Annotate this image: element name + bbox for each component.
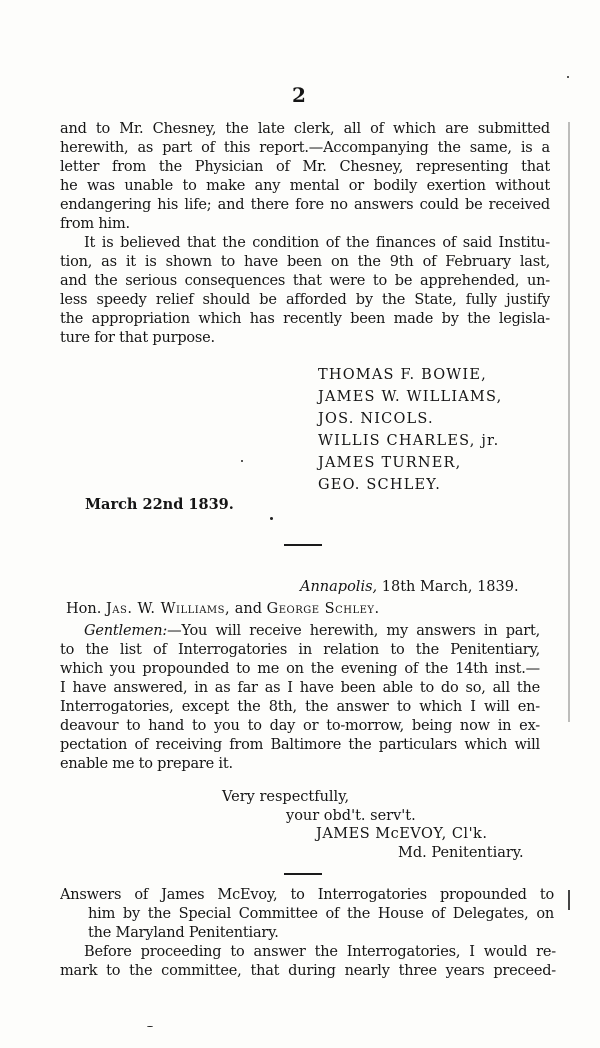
text-line: Before proceeding to answer the Interrogatories, I would re- — [84, 944, 556, 960]
salutation: Gentlemen: — [84, 623, 168, 639]
signatory-name: JAMES TURNER, — [318, 455, 462, 471]
signatory-name: WILLIS CHARLES, jr. — [318, 433, 500, 449]
signatory-name: THOMAS F. BOWIE, — [318, 367, 487, 383]
paragraph-finances — [60, 234, 550, 348]
ink-speck — [147, 1026, 153, 1027]
section-divider — [284, 873, 322, 875]
salutation-text: —You will receive herewith, my answers in part, — [167, 623, 540, 639]
text-line: him by the Special Committee of the House of Delegates, on — [88, 906, 554, 922]
text-line: ture for that purpose. — [60, 330, 215, 346]
closing-line: your obd't. serv't. — [286, 808, 416, 824]
text-line: pectation of receiving from Baltimore the particulars which will — [60, 737, 540, 753]
answers-heading — [60, 886, 554, 943]
text-line — [60, 622, 540, 641]
committee-signatures — [318, 364, 558, 496]
text-line: Answers of James McEvoy, to Interrogatories propounded to — [60, 887, 554, 903]
text-line: deavour to hand to you to day or to-morrow, being now in ex- — [60, 718, 540, 734]
signatory-name: JOS. NICOLS. — [318, 411, 434, 427]
letter-date: 18th March, 1839. — [381, 579, 519, 595]
letter-dateline — [300, 579, 519, 595]
closing-line: Very respectfully, — [222, 789, 350, 805]
text-line: endangering his life; and there fore no answers could be received — [60, 197, 550, 213]
signer-title: Md. Penitentiary. — [398, 845, 524, 861]
letter-body — [60, 622, 540, 774]
text-line: Interrogatories, except the 8th, the answer to which I will en- — [60, 699, 540, 715]
page-number: 2 — [292, 83, 306, 107]
ink-speck — [270, 517, 273, 520]
letter-signer: JAMES McEVOY, Cl'k. — [316, 826, 488, 842]
text-line: enable me to prepare it. — [60, 756, 233, 772]
text-line: tion, as it is shown to have been on the 9th of February last, — [60, 254, 550, 270]
text-line: from him. — [60, 216, 130, 232]
addressee-williams: Jas. W. Williams, — [105, 601, 231, 617]
page-edge-line — [568, 122, 570, 722]
page-edge-mark — [568, 890, 570, 910]
text-line: which you propounded to me on the evening of the 14th inst.— — [60, 661, 540, 677]
text-line: and the serious consequences that were to be apprehended, un- — [60, 273, 550, 289]
text-line: less speedy relief should be afforded by the State, fully justify — [60, 292, 550, 308]
text-line: I have answered, in as far as I have been able to do so, all the — [60, 680, 540, 696]
letter-place: Annapolis, — [300, 579, 378, 595]
address-conjunction: and — [234, 601, 263, 617]
text-line: to the list of Interrogatories in relation to the Penitentiary, — [60, 642, 540, 658]
text-line: mark to the committee, that during nearly three years preceed- — [60, 963, 556, 979]
paragraph-answers-intro — [60, 943, 556, 981]
text-line: herewith, as part of this report.—Accompanying the same, is a — [60, 140, 550, 156]
signatory-name: GEO. SCHLEY. — [318, 477, 442, 493]
section-divider — [284, 544, 322, 546]
ink-speck — [567, 76, 569, 78]
address-prefix: Hon. — [66, 601, 102, 617]
signatory-name: JAMES W. WILLIAMS, — [318, 389, 503, 405]
text-line: and to Mr. Chesney, the late clerk, all of which are submitted — [60, 121, 550, 137]
report-date: March 22nd 1839. — [85, 496, 234, 513]
text-line: the Maryland Penitentiary. — [88, 925, 279, 941]
text-line: the appropriation which has recently been made by the legisla- — [60, 311, 550, 327]
text-line: he was unable to make any mental or bodily exertion without — [60, 178, 550, 194]
letter-address — [66, 601, 380, 617]
paragraph-report-continuation — [60, 120, 550, 234]
ink-speck — [241, 460, 243, 462]
text-line: It is believed that the condition of the finances of said Institu- — [84, 235, 550, 251]
addressee-schley: George Schley. — [266, 601, 380, 617]
text-line: letter from the Physician of Mr. Chesney, representing that — [60, 159, 550, 175]
